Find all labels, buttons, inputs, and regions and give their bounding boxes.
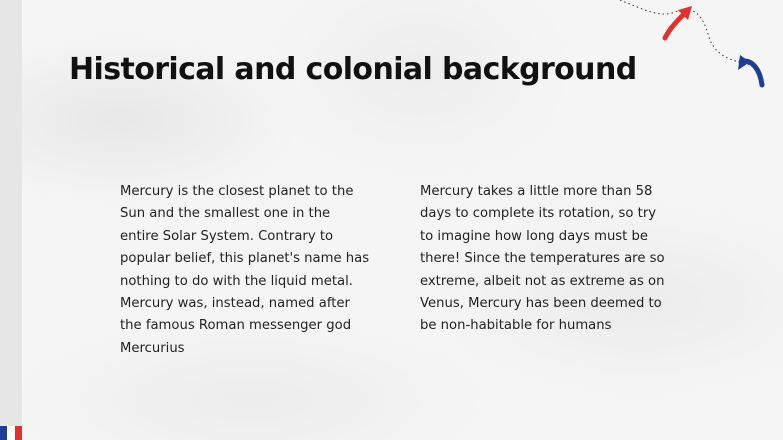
left-margin-strip [0,0,22,440]
text-column-right: Mercury takes a little more than 58 days to complete its rotation, so try to imagine how long days must be there! Since the temperatures are so extreme, albeit not as extreme as on Venus, Mercury has been deemed to be non-habitable for humans [420,184,665,334]
red-arrow-icon [665,6,692,38]
flag-white-band [7,426,14,440]
slide-title: Historical and colonial background [69,52,637,87]
blue-arrow-icon [738,55,762,85]
flag-red-band [15,426,22,440]
french-flag-icon [0,426,22,440]
text-column-left: Mercury is the closest planet to the Sun and the smallest one in the entire Solar System. Contrary to popular belief, this planet's name has nothing to do with the liquid metal. Mercury was, instead, named after the famous Roman messenger god Mercurius [120,184,370,356]
flag-blue-band [0,426,7,440]
